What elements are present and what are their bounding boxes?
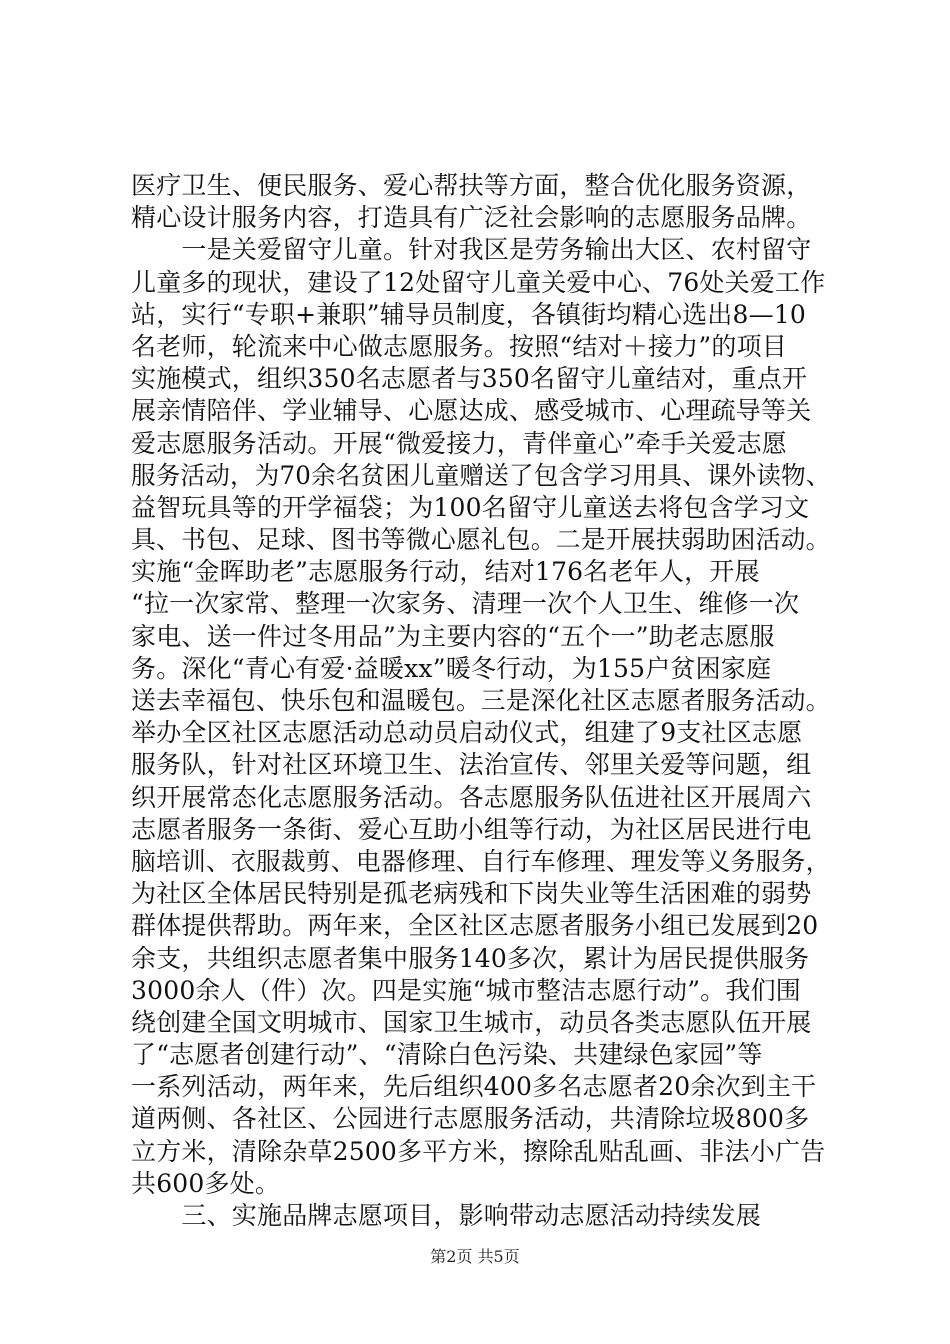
text-line: 3000余人（件）次。四是实施“城市整洁志愿行动”。我们围 (131, 975, 801, 1005)
text-line: 织开展常态化志愿服务活动。各志愿服务队伍进社区开展周六 (131, 782, 812, 812)
text-line: 家电、送一件过冬用品”为主要内容的“五个一”助老志愿服 (131, 621, 775, 651)
text-line: 绕创建全国文明城市、国家卫生城市，动员各类志愿队伍开展 (131, 1007, 812, 1037)
text-line: 了“志愿者创建行动”、“清除白色污染、共建绿色家园”等 (131, 1040, 763, 1070)
text-line: 精心设计服务内容，打造具有广泛社会影响的志愿服务品牌。 (131, 203, 812, 233)
text-line: 共600多处。 (131, 1168, 281, 1198)
text-line: 道两侧、各社区、公园进行志愿服务活动，共清除垃圾800多 (131, 1104, 810, 1134)
text-line: 余支，共组织志愿者集中服务140多次，累计为居民提供服务 (131, 943, 810, 973)
text-line: 为社区全体居民特别是孤老病残和下岗失业等生活困难的弱势 (131, 879, 812, 909)
text-line: 展亲情陪伴、学业辅导、心愿达成、感受城市、心理疏导等关 (131, 396, 812, 426)
text-line: 实施模式，组织350名志愿者与350名留守儿童结对，重点开 (131, 364, 808, 394)
text-line: 脑培训、衣服裁剪、电器修理、自行车修理、理发等义务服务， (131, 846, 831, 876)
text-line: 一是关爱留守儿童。针对我区是劳务输出大区、农村留守 (131, 235, 812, 265)
text-line: 志愿者服务一条街、爱心互助小组等行动，为社区居民进行电 (131, 814, 812, 844)
text-line: 实施“金晖助老”志愿服务行动，结对176名老年人，开展 (131, 557, 760, 587)
text-line: 服务队，针对社区环境卫生、法治宣传、邻里关爱等问题，组 (131, 750, 812, 780)
text-line: 站，实行“专职+兼职”辅导员制度，各镇街均精心选出8—10 (131, 299, 807, 329)
text-line: 一系列活动，两年来，先后组织400多名志愿者20余次到主干 (131, 1072, 817, 1102)
text-line: 爱志愿服务活动。开展“微爱接力，青伴童心”牵手关爱志愿 (131, 428, 787, 458)
text-line: 务。深化“青心有爱·益暖xx”暖冬行动，为155户贫困家庭 (131, 653, 772, 683)
text-line: 立方米，清除杂草2500多平方米，擦除乱贴乱画、非法小广告 (131, 1136, 826, 1166)
text-line: 送去幸福包、快乐包和温暖包。三是深化社区志愿者服务活动。 (131, 686, 831, 715)
text-line: 群体提供帮助。两年来，全区社区志愿者服务小组已发展到20 (131, 911, 819, 941)
text-line: 儿童多的现状，建设了12处留守儿童关爱中心、76处关爱工作 (131, 267, 826, 297)
body-text (131, 170, 831, 1232)
text-line: “拉一次家常、整理一次家务、清理一次个人卫生、维修一次 (131, 589, 800, 619)
text-line: 举办全区社区志愿活动总动员启动仪式，组建了9支社区志愿 (131, 718, 803, 748)
text-line: 益智玩具等的开学福袋；为100名留守儿童送去将包含学习文 (131, 492, 810, 522)
page-footer: 第2页 共5页 (430, 1247, 520, 1266)
text-line: 服务活动，为70余名贫困儿童赠送了包含学习用具、课外读物、 (131, 460, 831, 490)
text-line: 三、实施品牌志愿项目，影响带动志愿活动持续发展 (131, 1201, 762, 1230)
text-line: 医疗卫生、便民服务、爱心帮扶等方面，整合优化服务资源， (131, 171, 812, 200)
text-line: 具、书包、足球、图书等微心愿礼包。二是开展扶弱助困活动。 (131, 525, 831, 555)
text-line: 名老师，轮流来中心做志愿服务。按照“结对＋接力”的项目 (131, 331, 787, 361)
